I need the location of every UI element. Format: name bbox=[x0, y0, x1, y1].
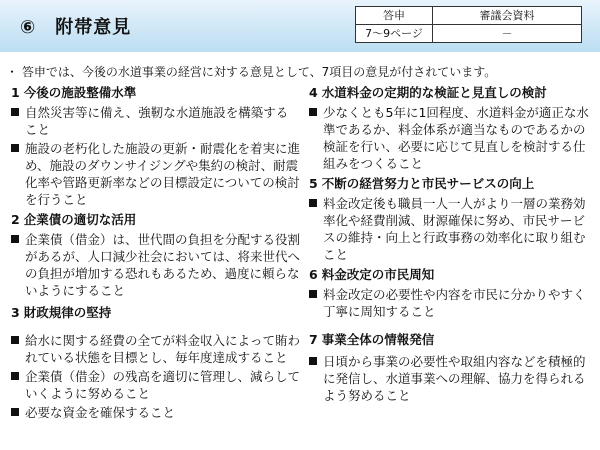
list-item: 自然災害等に備え、強靭な水道施設を構築すること bbox=[8, 104, 300, 138]
list-item: 少なくとも5年に1回程度、水道料金が適正な水準であるか、料金体系が適当なものであるかの検証を行い、必要に応じて見直しを検討する仕組みをつくること bbox=[306, 104, 596, 172]
section-7 bbox=[306, 331, 596, 404]
section-heading: 4 水道料金の定期的な検証と見直しの検討 bbox=[309, 85, 547, 100]
section-heading: 7 事業全体の情報発信 bbox=[309, 332, 435, 347]
reference-table bbox=[355, 6, 582, 43]
list-item: 施設の老朽化した施設の更新・耐震化を着実に進め、施設のダウンサイジングや集約の検討、耐震化率や管路更新率などの目標設定についての検討を行うこと bbox=[8, 140, 300, 208]
section-heading: 2 企業債の適切な活用 bbox=[11, 212, 137, 227]
section-1 bbox=[8, 84, 300, 208]
square-bullet-icon bbox=[309, 108, 317, 116]
square-bullet-icon bbox=[11, 372, 19, 380]
list-item: 必要な資金を確保すること bbox=[8, 404, 300, 421]
section-6 bbox=[306, 266, 596, 320]
list-item: 企業債（借金）は、世代間の負担を分配する役割があるが、人口減少社会においては、将来世代への負担が増加する恐れもあるため、過度に頼らないようにすること bbox=[8, 231, 300, 299]
ref-value-report: 7～9ページ bbox=[356, 25, 433, 43]
list-item: 料金改定の必要性や内容を市民に分かりやすく丁寧に周知すること bbox=[306, 286, 596, 320]
list-item: 日頃から事業の必要性や取組内容などを積極的に発信し、水道事業への理解、協力を得られるよう努めること bbox=[306, 353, 596, 404]
list-item: 給水に関する経費の全てが料金収入によって賄われている状態を目標とし、毎年度達成すること bbox=[8, 332, 300, 366]
title-bar bbox=[0, 0, 600, 52]
section-4 bbox=[306, 84, 596, 172]
ref-header-report: 答申 bbox=[356, 7, 433, 25]
intro-bullet: ・ bbox=[6, 65, 19, 79]
square-bullet-icon bbox=[11, 144, 19, 152]
ref-header-materials: 審議会資料 bbox=[433, 7, 582, 25]
intro-label: 答申では、今後の水道事業の経営に対する意見として、7項目の意見が付されています。 bbox=[21, 65, 497, 79]
list-item: 料金改定後も職員一人一人がより一層の業務効率化や経費削減、財源確保に努め、市民サービスの維持・向上と行政事務の効率化に取り組むこと bbox=[306, 195, 596, 263]
section-3 bbox=[8, 304, 300, 421]
right-column bbox=[306, 84, 596, 407]
section-heading: 5 不断の経営努力と市民サービスの向上 bbox=[309, 176, 535, 191]
intro-text bbox=[6, 63, 496, 80]
ref-value-materials: － bbox=[433, 25, 582, 43]
section-2 bbox=[8, 211, 300, 299]
square-bullet-icon bbox=[11, 408, 19, 416]
square-bullet-icon bbox=[11, 235, 19, 243]
section-heading: 3 財政規律の堅持 bbox=[11, 305, 112, 320]
section-heading: 1 今後の施設整備水準 bbox=[11, 85, 137, 100]
left-column bbox=[8, 84, 300, 424]
square-bullet-icon bbox=[11, 336, 19, 344]
section-5 bbox=[306, 175, 596, 263]
list-item: 企業債（借金）の残高を適切に管理し、減らしていくように努めること bbox=[8, 368, 300, 402]
square-bullet-icon bbox=[309, 290, 317, 298]
square-bullet-icon bbox=[11, 108, 19, 116]
square-bullet-icon bbox=[309, 199, 317, 207]
page-title: ⑥ 附帯意見 bbox=[20, 17, 132, 38]
section-heading: 6 料金改定の市民周知 bbox=[309, 267, 435, 282]
square-bullet-icon bbox=[309, 357, 317, 365]
